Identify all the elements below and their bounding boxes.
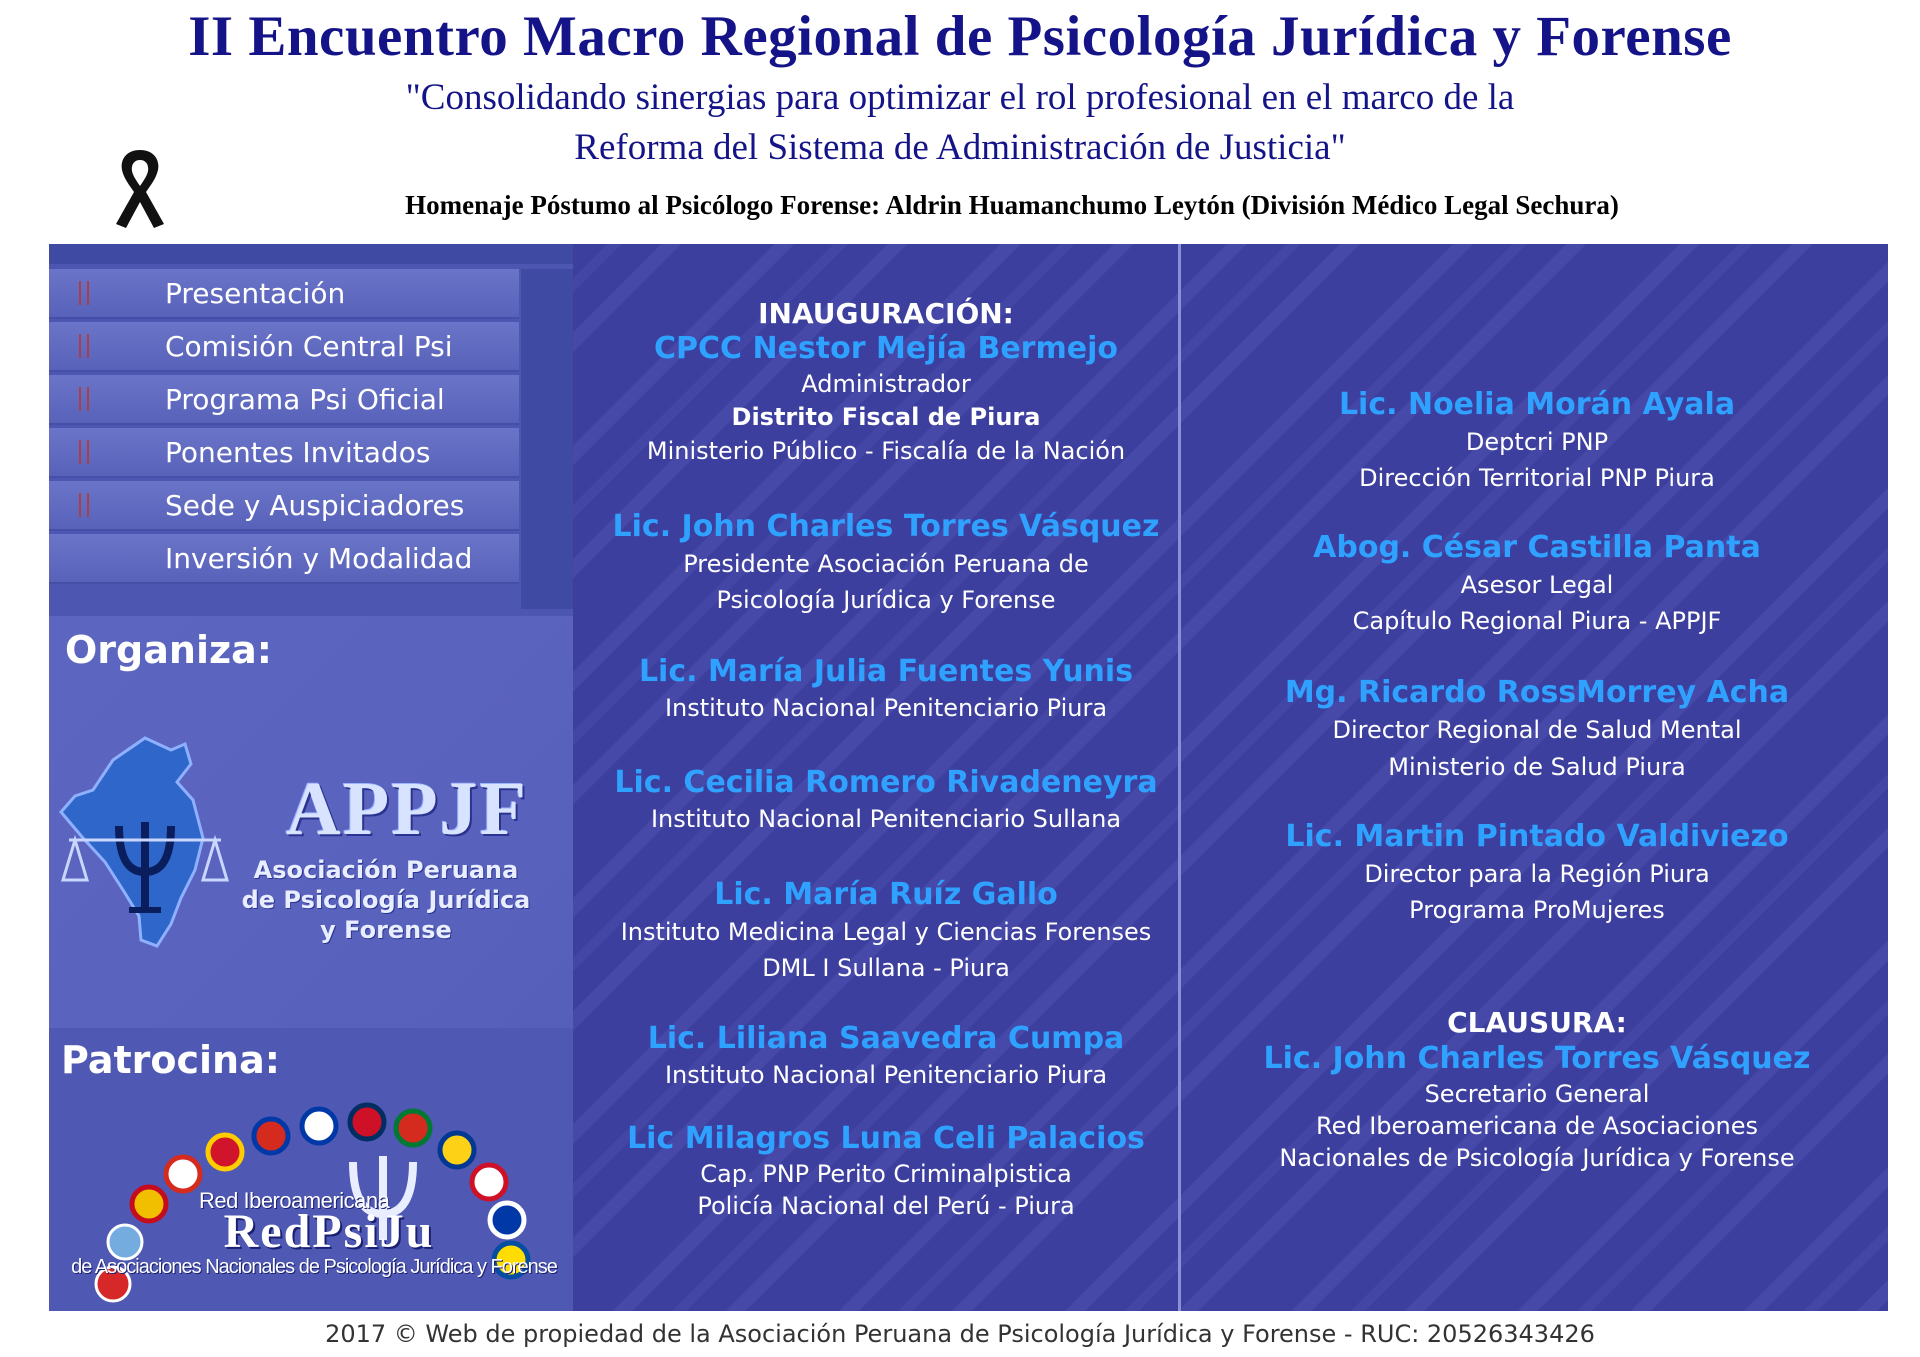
menu-item-comision-central[interactable] — [49, 322, 519, 372]
sidebar-top-band — [49, 244, 573, 264]
nav-menu — [49, 269, 519, 587]
menu-bullet-icon — [79, 493, 89, 517]
speaker-name: Lic. John Charles Torres Vásquez — [1263, 1041, 1811, 1076]
speaker-role: Presidente Asociación Peruana de — [683, 550, 1089, 578]
speaker-role: Asesor Legal — [1460, 571, 1614, 599]
menu-bullet-icon — [79, 334, 89, 358]
appjf-logo-line3: y Forense — [320, 916, 452, 944]
speaker-role: Policía Nacional del Perú - Piura — [697, 1192, 1075, 1220]
speaker-role: Instituto Nacional Penitenciario Piura — [664, 1061, 1108, 1089]
sidebar — [49, 244, 573, 1311]
patrocina-label: Patrocina: — [61, 1038, 280, 1082]
speaker-role: Nacionales de Psicología Jurídica y Forense — [1279, 1144, 1795, 1172]
speaker-name: Lic. John Charles Torres Vásquez — [612, 509, 1160, 544]
speaker-block — [597, 764, 1175, 836]
speaker-role: Dirección Territorial PNP Piura — [1359, 464, 1715, 492]
redpsiju-logo-full-text: de Asociaciones Nacionales de Psicología Jurídica y Forense — [71, 1256, 557, 1278]
redpsiju-logo-small-text: Red Iberoamericana — [199, 1188, 390, 1213]
speaker-name: CPCC Nestor Mejía Bermejo — [654, 331, 1118, 366]
page-subtitle-line2: Reforma del Sistema de Administración de Justicia" — [574, 127, 1346, 168]
main-content-frame — [49, 244, 1888, 1311]
speaker-role: Distrito Fiscal de Piura — [731, 403, 1041, 431]
column-divider — [1178, 244, 1181, 1311]
speaker-role: Ministerio de Salud Piura — [1388, 753, 1686, 781]
speaker-name: Lic. Martin Pintado Valdiviezo — [1285, 819, 1789, 854]
speaker-name: Lic. Noelia Morán Ayala — [1338, 387, 1736, 422]
menu-item-label: Inversión y Modalidad — [165, 542, 473, 575]
menu-item-label: Ponentes Invitados — [165, 436, 431, 469]
speaker-block — [1187, 674, 1887, 786]
speaker-role: Instituto Medicina Legal y Ciencias Forenses — [620, 918, 1152, 946]
menu-item-presentacion[interactable] — [49, 269, 519, 319]
page-title: II Encuentro Macro Regional de Psicología Jurídica y Forense — [188, 5, 1732, 68]
menu-item-label: Sede y Auspiciadores — [165, 489, 465, 522]
speaker-role: Psicología Jurídica y Forense — [716, 586, 1056, 614]
menu-bullet-icon — [79, 281, 89, 305]
clausura-heading: CLAUSURA: — [1447, 1006, 1627, 1039]
menu-bullet-icon — [79, 387, 89, 411]
appjf-logo-line2: de Psicología Jurídica — [241, 886, 531, 914]
speaker-block — [597, 653, 1175, 725]
speaker-name: Abog. César Castilla Panta — [1313, 530, 1761, 565]
speaker-name: Mg. Ricardo RossMorrey Acha — [1284, 675, 1790, 710]
menu-item-sede[interactable] — [49, 481, 519, 531]
menu-item-label: Programa Psi Oficial — [165, 383, 445, 416]
speaker-name: Lic Milagros Luna Celi Palacios — [627, 1121, 1145, 1156]
appjf-logo-line1: Asociación Peruana — [253, 856, 519, 884]
speaker-name: Lic. María Julia Fuentes Yunis — [638, 654, 1134, 689]
speaker-role: Administrador — [801, 370, 971, 398]
speaker-role: Ministerio Público - Fiscalía de la Nación — [646, 437, 1126, 465]
speaker-block — [1187, 386, 1887, 496]
menu-item-ponentes[interactable] — [49, 428, 519, 478]
speaker-role: Instituto Nacional Penitenciario Sullana — [650, 805, 1122, 833]
homage-text: Homenaje Póstumo al Psicólogo Forense: Aldrin Huamanchumo Leytón (División Médico Legal Sechura) — [405, 190, 1619, 220]
inauguracion-heading: INAUGURACIÓN: — [758, 297, 1014, 330]
speaker-block — [1187, 529, 1887, 639]
page-subtitle-line1: "Consolidando sinergias para optimizar el rol profesional en el marco de la — [405, 77, 1515, 118]
speaker-role: DML I Sullana - Piura — [762, 954, 1010, 982]
speaker-block — [1187, 818, 1887, 928]
speaker-block — [597, 330, 1175, 468]
footer-copyright: 2017 © Web de propiedad de la Asociación Peruana de Psicología Jurídica y Forense - RUC: 20526343426 — [325, 1320, 1595, 1348]
speaker-role: Red Iberoamericana de Asociaciones — [1316, 1112, 1758, 1140]
menu-side-strip — [521, 269, 573, 609]
speaker-name: Lic. María Ruíz Gallo — [714, 877, 1058, 912]
speaker-role: Director para la Región Piura — [1364, 860, 1710, 888]
speaker-name: Lic. Liliana Saavedra Cumpa — [647, 1021, 1125, 1056]
speaker-name: Lic. Cecilia Romero Rivadeneyra — [614, 765, 1158, 800]
appjf-logo-acronym: APPJF — [285, 767, 529, 851]
speaker-role: Programa ProMujeres — [1409, 896, 1665, 924]
mourning-ribbon-icon — [108, 146, 172, 230]
speaker-block — [597, 1120, 1175, 1222]
organiza-label: Organiza: — [65, 628, 272, 672]
menu-item-programa[interactable] — [49, 375, 519, 425]
speaker-role: Director Regional de Salud Mental — [1332, 716, 1742, 744]
speaker-block — [597, 1020, 1175, 1092]
menu-item-label: Comisión Central Psi — [165, 330, 453, 363]
speaker-role: Capítulo Regional Piura - APPJF — [1352, 607, 1722, 635]
speaker-block — [597, 508, 1175, 618]
menu-item-inversion[interactable] — [49, 534, 519, 584]
speaker-role: Secretario General — [1424, 1080, 1650, 1108]
redpsiju-logo-name: RedPsiJu — [223, 1205, 435, 1258]
inauguracion-column — [597, 244, 1175, 1311]
menu-item-label: Presentación — [165, 277, 346, 310]
speaker-role: Deptcri PNP — [1465, 428, 1609, 456]
speaker-role: Cap. PNP Perito Criminalpistica — [700, 1160, 1072, 1188]
ponentes-column — [1187, 244, 1887, 1311]
speaker-role: Instituto Nacional Penitenciario Piura — [664, 694, 1108, 722]
menu-bullet-icon — [79, 440, 89, 464]
speaker-block — [597, 876, 1175, 986]
speaker-block — [1187, 1040, 1887, 1174]
